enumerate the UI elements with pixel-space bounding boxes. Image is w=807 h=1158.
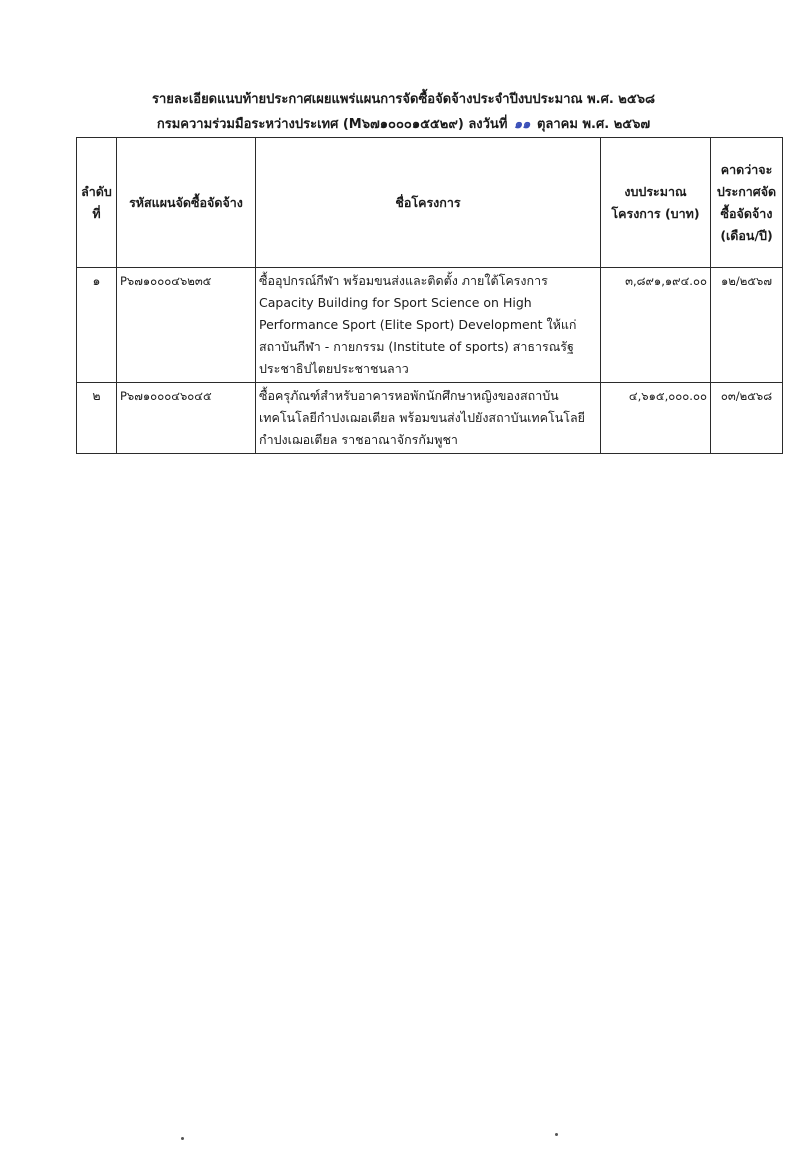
header-no: ลำดับที่ (77, 138, 117, 268)
table-row (77, 383, 783, 454)
subtitle-prefix: กรมความร่วมมือระหว่างประเทศ (M๖๗๑๐๐๐๑๕๕๒๙) ลงวันที่ (156, 117, 508, 132)
header-project-name: ชื่อโครงการ (256, 138, 601, 268)
table-header-row (77, 138, 783, 268)
subtitle-suffix: ตุลาคม พ.ศ. ๒๕๖๗ (536, 117, 651, 132)
row-no: ๑ (77, 268, 117, 383)
row-budget: ๔,๖๑๕,๐๐๐.๐๐ (601, 383, 711, 454)
row-code: P๖๗๑๐๐๐๔๖๐๔๕ (117, 383, 256, 454)
handwritten-day: ๑๑ (513, 117, 531, 132)
header-code: รหัสแผนจัดซื้อจัดจ้าง (117, 138, 256, 268)
row-period: ๐๓/๒๕๖๘ (711, 383, 783, 454)
row-project-name: ซื้อครุภัณฑ์สำหรับอาคารหอพักนักศึกษาหญิงของสถาบันเทคโนโลยีกำปงเฌอเตียล พร้อมขนส่งไปยังสถาบันเทคโนโลยีกำปงเฌอเตียล ราชอาณาจักรกัมพูชา (256, 383, 601, 454)
header-budget: งบประมาณโครงการ (บาท) (601, 138, 711, 268)
row-budget: ๓,๘๙๑,๑๙๔.๐๐ (601, 268, 711, 383)
row-period: ๑๒/๒๕๖๗ (711, 268, 783, 383)
row-no: ๒ (77, 383, 117, 454)
header-period: คาดว่าจะประกาศจัดซื้อจัดจ้าง (เดือน/ปี) (711, 138, 783, 268)
row-project-name: ซื้ออุปกรณ์กีฬา พร้อมขนส่งและติดตั้ง ภายใต้โครงการ Capacity Building for Sport Science on High Performance Sport (Elite Sport) Development ให้แก่ สถาบันกีฬา - กายกรรม (Institute of sports) สาธารณรัฐประชาธิปไตยประชาชนลาว (256, 268, 601, 383)
procurement-plan-table (76, 137, 783, 454)
scan-speck (181, 1137, 184, 1140)
scan-speck (555, 1133, 558, 1136)
table-row (77, 268, 783, 383)
document-title: รายละเอียดแนบท้ายประกาศเผยแพร่แผนการจัดซื้อจัดจ้างประจำปีงบประมาณ พ.ศ. ๒๕๖๘ (151, 92, 656, 107)
document-subtitle (0, 115, 807, 135)
row-code: P๖๗๑๐๐๐๔๖๒๓๕ (117, 268, 256, 383)
